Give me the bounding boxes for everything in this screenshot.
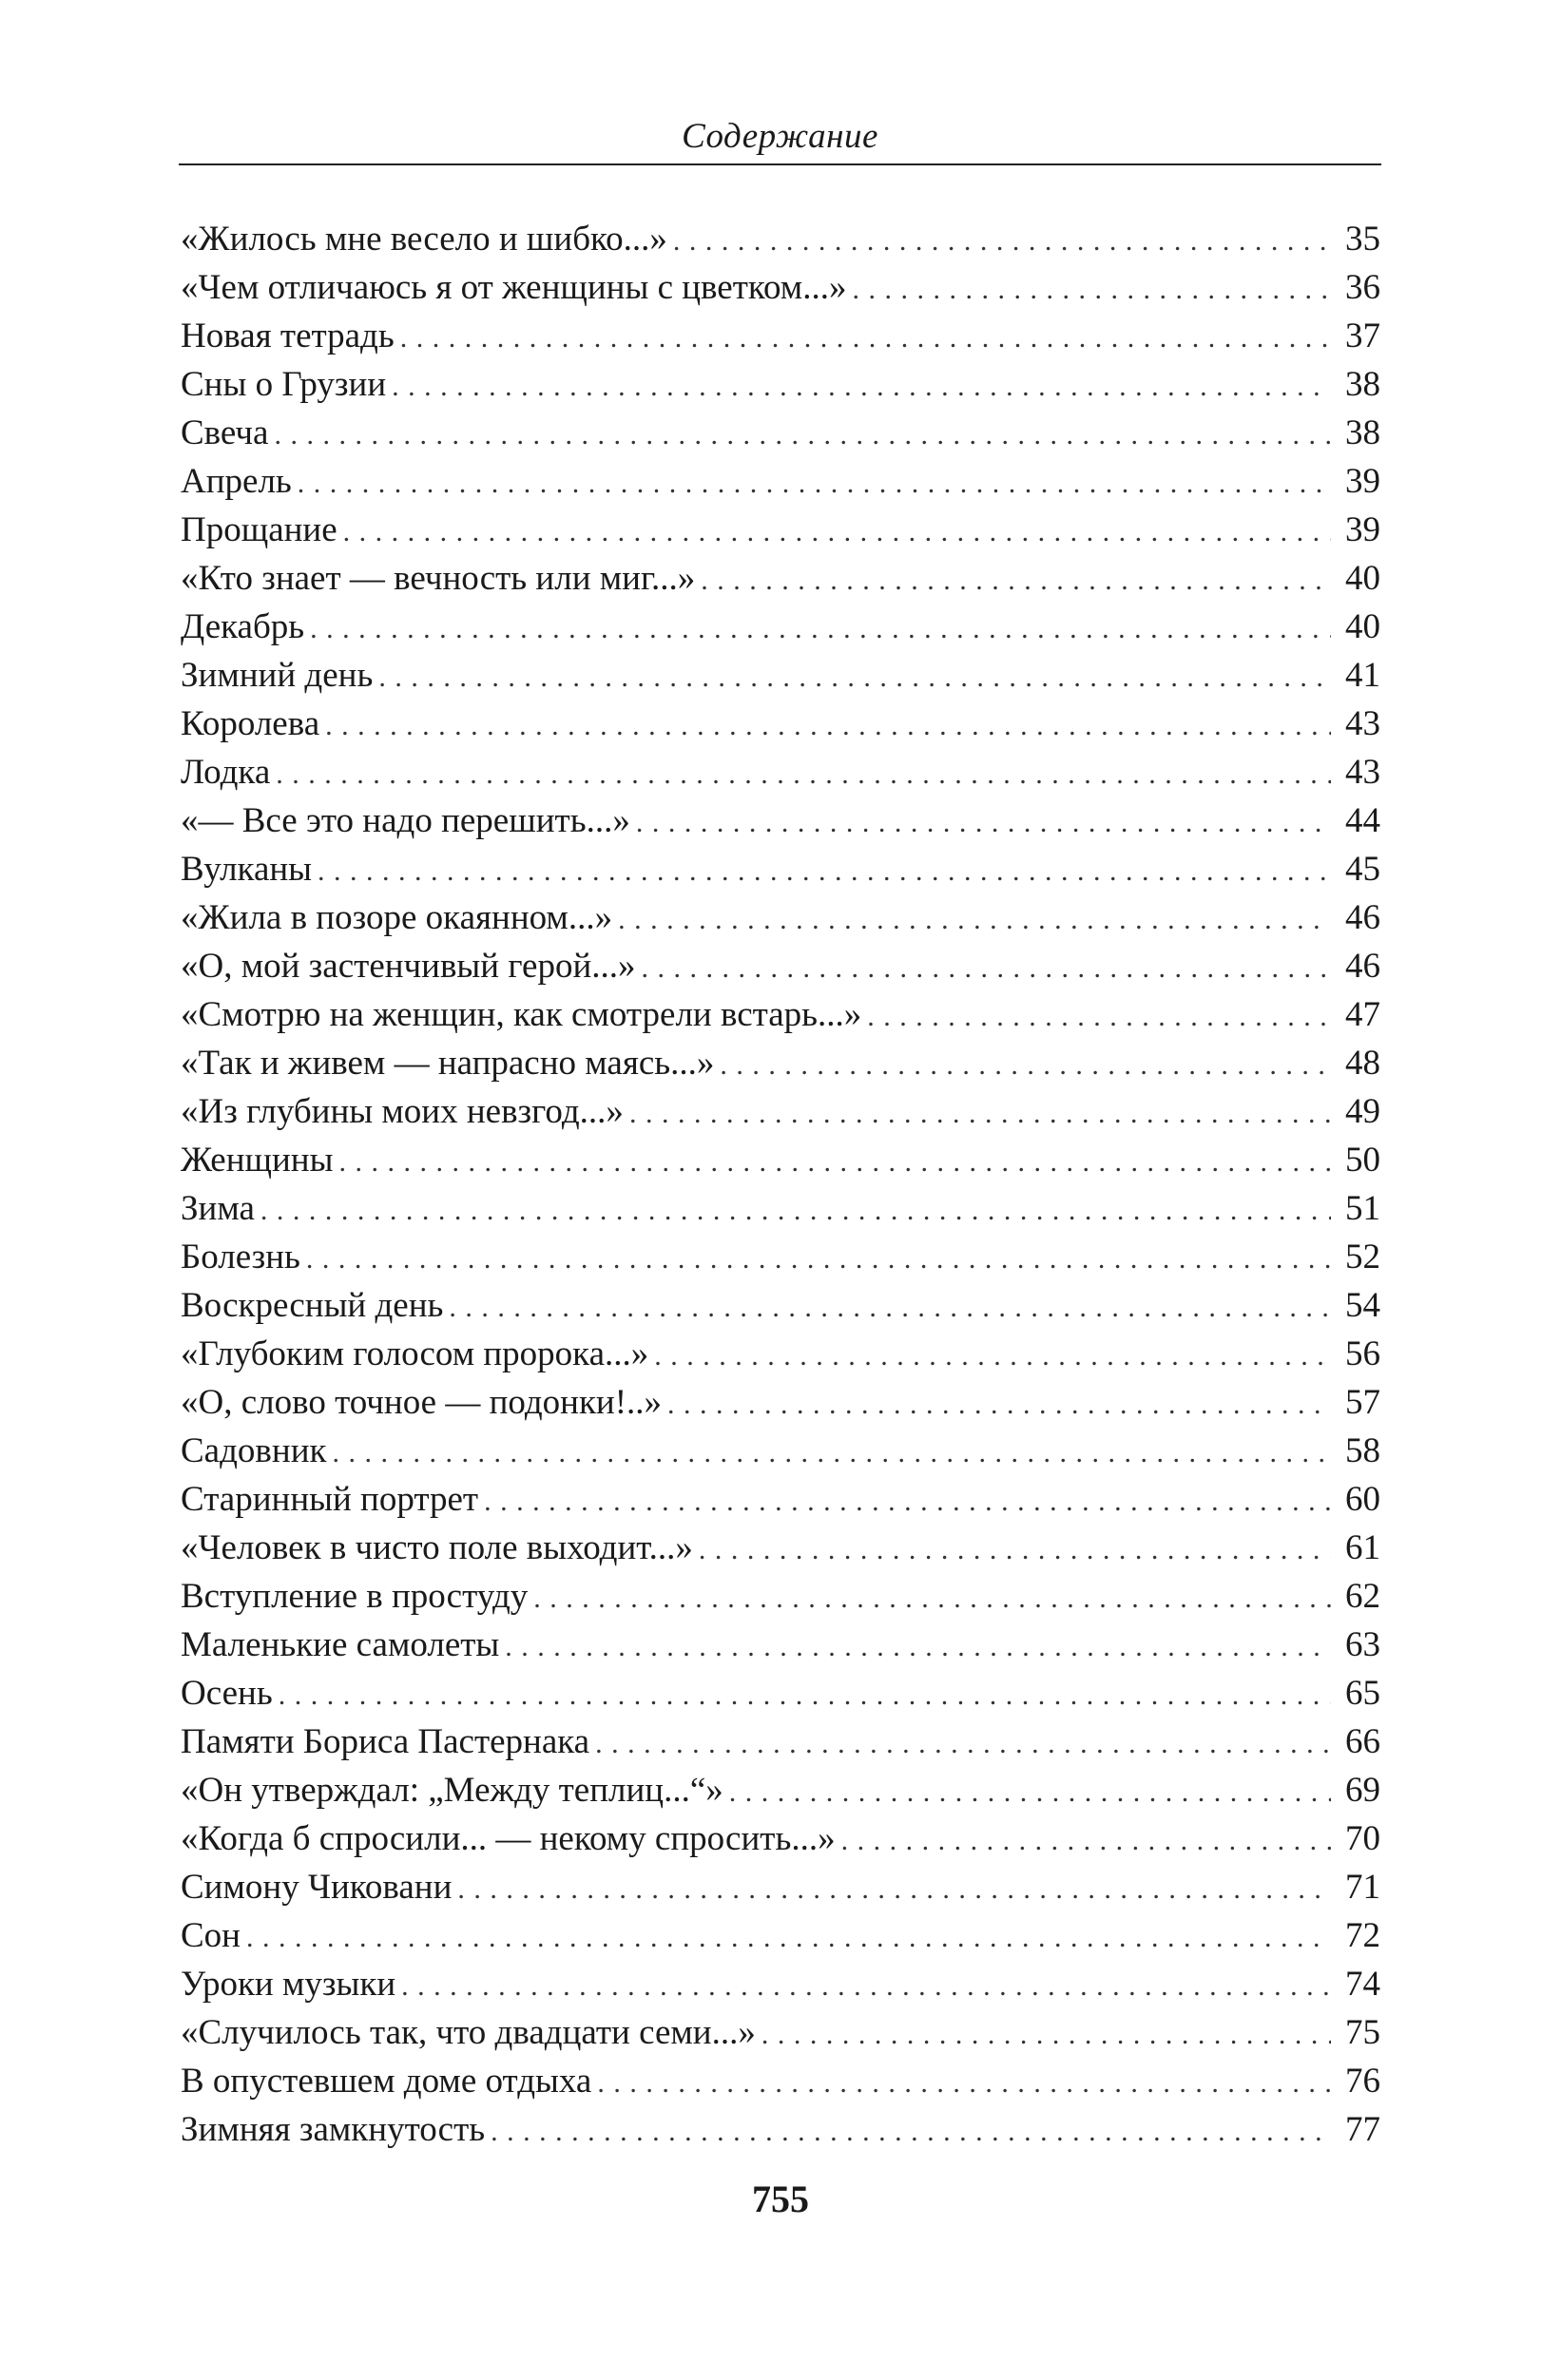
toc-dot-leader: [505, 1622, 1331, 1671]
toc-entry: [181, 312, 1380, 360]
toc-dot-leader: [306, 1235, 1331, 1283]
toc-dot-leader: [867, 992, 1331, 1041]
toc-entry-page: 49: [1345, 1092, 1380, 1131]
toc-entry-page: 65: [1345, 1674, 1380, 1713]
toc-entry-title: Уроки музыки: [181, 1965, 396, 2004]
toc-entry-page: 70: [1345, 1819, 1380, 1858]
toc-entry-title: Декабрь: [181, 607, 305, 646]
toc-entry: [181, 1136, 1380, 1184]
toc-entry-title: «Глубоким голосом пророка...»: [181, 1334, 649, 1373]
toc-dot-leader: [673, 217, 1331, 265]
toc-dot-leader: [761, 2010, 1331, 2059]
toc-entry-page: 56: [1345, 1334, 1380, 1373]
toc-entry-page: 40: [1345, 607, 1380, 646]
toc-entry-title: Вулканы: [181, 850, 313, 889]
toc-entry: [181, 1911, 1380, 1960]
toc-entry-title: Зима: [181, 1189, 255, 1228]
toc-dot-leader: [457, 1865, 1331, 1913]
toc-entry: [181, 2008, 1380, 2057]
toc-entry-title: Зимняя замкнутость: [181, 2110, 486, 2149]
toc-dot-leader: [392, 362, 1331, 411]
toc-entry: [181, 554, 1380, 603]
toc-entry-title: Болезнь: [181, 1238, 300, 1276]
header-rule: [179, 163, 1381, 165]
toc-dot-leader: [279, 1671, 1331, 1719]
toc-entry-title: Воскресный день: [181, 1286, 444, 1325]
toc-entry-page: 51: [1345, 1189, 1380, 1228]
toc-entry: [181, 990, 1380, 1039]
toc-entry-page: 77: [1345, 2110, 1380, 2149]
toc-entry-title: Новая тетрадь: [181, 317, 395, 355]
toc-entry-page: 69: [1345, 1771, 1380, 1810]
page-number: 755: [752, 2178, 809, 2220]
toc-entry: [181, 1427, 1380, 1475]
toc-dot-leader: [484, 1477, 1331, 1526]
toc-entry: [181, 2057, 1380, 2105]
toc-entry-page: 38: [1345, 365, 1380, 404]
toc-entry-title: «Он утверждал: „Между теплиц...“»: [181, 1771, 723, 1810]
toc-dot-leader: [533, 1574, 1331, 1622]
toc-dot-leader: [699, 1526, 1331, 1574]
toc-entry-page: 76: [1345, 2062, 1380, 2101]
toc-dot-leader: [274, 411, 1331, 459]
toc-dot-leader: [618, 895, 1331, 944]
toc-dot-leader: [720, 1041, 1331, 1089]
toc-entry: [181, 651, 1380, 700]
toc-entry: [181, 409, 1380, 457]
toc-entry: [181, 457, 1380, 506]
toc-entry-page: 46: [1345, 947, 1380, 986]
toc-entry-page: 60: [1345, 1480, 1380, 1519]
toc-dot-leader: [491, 2107, 1331, 2156]
toc-entry: [181, 1960, 1380, 2008]
toc-entry: [181, 1039, 1380, 1087]
toc-entry-title: «О, слово точное — подонки!..»: [181, 1383, 663, 1422]
toc-dot-leader: [597, 2059, 1331, 2107]
toc-entry: [181, 748, 1380, 797]
toc-entry: [181, 1184, 1380, 1233]
toc-entry-title: Маленькие самолеты: [181, 1625, 500, 1664]
toc-entry-page: 39: [1345, 462, 1380, 501]
toc-entry-title: Сон: [181, 1916, 241, 1955]
toc-dot-leader: [338, 1138, 1331, 1186]
toc-entry-page: 37: [1345, 317, 1380, 355]
toc-entry: [181, 506, 1380, 554]
toc-entry: [181, 1233, 1380, 1281]
toc-dot-leader: [325, 701, 1331, 750]
toc-entry: [181, 893, 1380, 942]
toc-dot-leader: [701, 556, 1331, 605]
toc-entry-title: Королева: [181, 704, 320, 743]
toc-dot-leader: [298, 459, 1331, 508]
toc-entry-title: Женщины: [181, 1141, 334, 1180]
toc-entry-page: 47: [1345, 995, 1380, 1034]
toc-entry: [181, 603, 1380, 651]
toc-entry: [181, 700, 1380, 748]
toc-entry-page: 50: [1345, 1141, 1380, 1180]
toc-entry-title: Памяти Бориса Пастернака: [181, 1722, 590, 1761]
toc-dot-leader: [400, 314, 1331, 362]
toc-dot-leader: [378, 653, 1331, 701]
toc-entry-page: 48: [1345, 1044, 1380, 1083]
toc-entry-page: 75: [1345, 2013, 1380, 2052]
toc-entry-title: В опустевшем доме отдыха: [181, 2062, 592, 2101]
toc-entry-title: Осень: [181, 1674, 273, 1713]
toc-entry-title: Вступление в простуду: [181, 1577, 529, 1616]
toc-dot-leader: [318, 847, 1331, 895]
table-of-contents: [181, 215, 1380, 2154]
toc-entry-title: Сны о Грузии: [181, 365, 387, 404]
toc-entry-page: 43: [1345, 753, 1380, 792]
toc-entry-title: Садовник: [181, 1431, 327, 1470]
toc-entry: [181, 1475, 1380, 1524]
toc-entry-title: «— Все это надо перешить...»: [181, 801, 630, 840]
toc-entry: [181, 1087, 1380, 1136]
toc-entry-title: «Случилось так, что двадцати семи...»: [181, 2013, 756, 2052]
toc-dot-leader: [449, 1283, 1331, 1332]
toc-entry: [181, 1572, 1380, 1621]
toc-entry-page: 72: [1345, 1916, 1380, 1955]
toc-dot-leader: [654, 1332, 1331, 1380]
toc-entry: [181, 263, 1380, 312]
toc-entry-page: 43: [1345, 704, 1380, 743]
toc-entry-page: 45: [1345, 850, 1380, 889]
toc-dot-leader: [841, 1816, 1331, 1865]
toc-entry-page: 63: [1345, 1625, 1380, 1664]
toc-entry-title: Зимний день: [181, 656, 374, 695]
toc-entry-title: Апрель: [181, 462, 292, 501]
toc-entry-title: «Чем отличаюсь я от женщины с цветком...»: [181, 268, 847, 307]
toc-entry: [181, 845, 1380, 893]
toc-dot-leader: [246, 1913, 1331, 1962]
toc-entry-title: Старинный портрет: [181, 1480, 479, 1519]
toc-entry-page: 35: [1345, 220, 1380, 259]
toc-dot-leader: [667, 1380, 1331, 1429]
toc-entry-page: 40: [1345, 559, 1380, 598]
toc-entry-title: Прощание: [181, 510, 337, 549]
toc-entry-page: 36: [1345, 268, 1380, 307]
toc-entry-page: 38: [1345, 413, 1380, 452]
toc-dot-leader: [636, 798, 1331, 847]
toc-entry-title: «Так и живем — напрасно маясь...»: [181, 1044, 715, 1083]
toc-entry: [181, 360, 1380, 409]
toc-dot-leader: [729, 1768, 1331, 1816]
toc-entry-page: 58: [1345, 1431, 1380, 1470]
toc-entry: [181, 1330, 1380, 1378]
toc-entry-page: 54: [1345, 1286, 1380, 1325]
toc-entry-title: «О, мой застенчивый герой...»: [181, 947, 636, 986]
toc-dot-leader: [332, 1429, 1331, 1477]
toc-entry: [181, 1621, 1380, 1669]
toc-dot-leader: [401, 1962, 1331, 2010]
toc-entry-page: 39: [1345, 510, 1380, 549]
toc-entry: [181, 797, 1380, 845]
toc-dot-leader: [629, 1089, 1331, 1138]
toc-entry-page: 52: [1345, 1238, 1380, 1276]
toc-entry: [181, 1814, 1380, 1863]
toc-entry-page: 66: [1345, 1722, 1380, 1761]
toc-entry-title: «Кто знает — вечность или миг...»: [181, 559, 696, 598]
toc-entry-title: Свеча: [181, 413, 269, 452]
toc-entry-page: 41: [1345, 656, 1380, 695]
toc-entry: [181, 215, 1380, 263]
toc-dot-leader: [310, 605, 1331, 653]
toc-dot-leader: [276, 750, 1331, 798]
toc-entry: [181, 1718, 1380, 1766]
toc-entry: [181, 1766, 1380, 1814]
toc-entry-page: 62: [1345, 1577, 1380, 1616]
toc-dot-leader: [852, 265, 1331, 314]
toc-entry-page: 74: [1345, 1965, 1380, 2004]
toc-entry: [181, 1863, 1380, 1911]
toc-dot-leader: [343, 508, 1331, 556]
toc-entry-title: Лодка: [181, 753, 271, 792]
toc-entry-title: Симону Чиковани: [181, 1868, 453, 1907]
toc-entry-page: 44: [1345, 801, 1380, 840]
toc-entry-page: 46: [1345, 898, 1380, 937]
toc-entry-title: «Жила в позоре окаянном...»: [181, 898, 613, 937]
toc-entry: [181, 2105, 1380, 2154]
toc-dot-leader: [642, 944, 1332, 992]
toc-entry: [181, 1669, 1380, 1718]
toc-entry-title: «Из глубины моих невзгод...»: [181, 1092, 624, 1131]
toc-entry: [181, 942, 1380, 990]
running-head-title: Содержание: [682, 117, 878, 156]
toc-entry-title: «Смотрю на женщин, как смотрели встарь...»: [181, 995, 862, 1034]
toc-entry-title: «Жилось мне весело и шибко...»: [181, 220, 667, 259]
toc-entry-page: 61: [1345, 1528, 1380, 1567]
toc-entry-page: 57: [1345, 1383, 1380, 1422]
toc-entry: [181, 1281, 1380, 1330]
toc-dot-leader: [260, 1186, 1331, 1235]
toc-entry-title: «Человек в чисто поле выходит...»: [181, 1528, 693, 1567]
toc-entry: [181, 1378, 1380, 1427]
toc-entry-title: «Когда б спросили... — некому спросить...»: [181, 1819, 836, 1858]
toc-entry: [181, 1524, 1380, 1572]
toc-entry-page: 71: [1345, 1868, 1380, 1907]
toc-dot-leader: [595, 1719, 1331, 1768]
